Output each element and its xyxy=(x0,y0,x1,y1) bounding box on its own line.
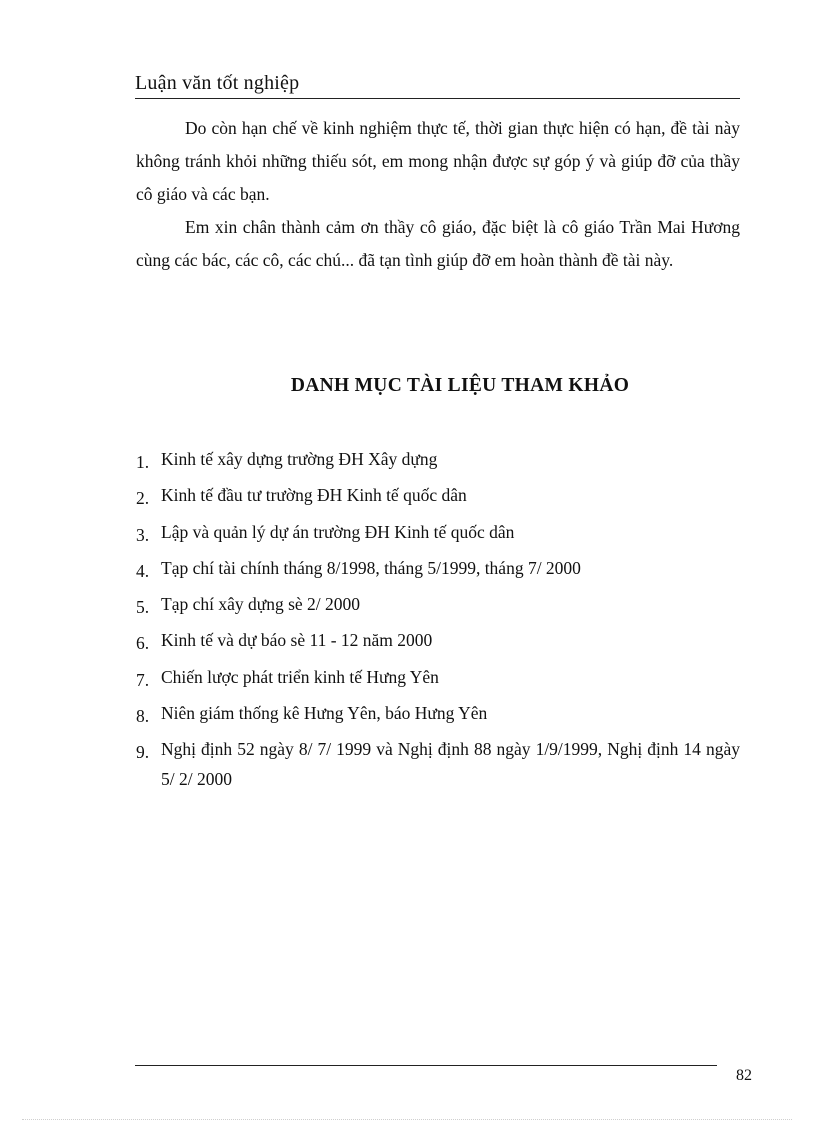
reference-item xyxy=(136,480,740,516)
reference-number: 7. xyxy=(136,669,150,690)
reference-item xyxy=(136,517,740,553)
reference-number: 8. xyxy=(136,706,150,727)
reference-item xyxy=(136,589,740,625)
reference-item xyxy=(136,625,740,661)
reference-item xyxy=(136,734,740,794)
reference-number: 4. xyxy=(136,560,150,581)
reference-number: 3. xyxy=(136,524,150,545)
reference-text: Niên giám thống kê Hưng Yên, báo Hưng Yên xyxy=(161,703,488,724)
reference-number: 2. xyxy=(136,488,150,509)
reference-number: 1. xyxy=(136,452,150,472)
reference-number: 5. xyxy=(136,597,150,618)
reference-text: Kinh tế đầu tư trường ĐH Kinh tế quốc dân xyxy=(161,485,467,506)
reference-item xyxy=(136,553,740,589)
reference-text: Kinh tế xây dựng trường ĐH Xây dựng xyxy=(161,449,438,469)
reference-number: 6. xyxy=(136,633,150,654)
reference-item xyxy=(136,662,740,698)
reference-text: Tạp chí tài chính tháng 8/1998, tháng 5/1999, tháng 7/ 2000 xyxy=(161,557,581,578)
reference-number: 9. xyxy=(136,742,150,763)
page-number: 82 xyxy=(736,1067,752,1084)
reference-text: Lập và quản lý dự án trường ĐH Kinh tế quốc dân xyxy=(161,521,515,542)
reference-text: Nghị định 52 ngày 8/ 7/ 1999 và Nghị định 88 ngày 1/9/1999, Nghị định 14 ngày 5/ 2/ 2000 xyxy=(161,739,740,790)
references-list xyxy=(136,444,740,794)
footer-divider xyxy=(135,1065,717,1066)
header-title: Luận văn tốt nghiệp xyxy=(135,72,300,94)
reference-text: Kinh tế và dự báo sè 11 - 12 năm 2000 xyxy=(161,630,433,651)
paragraph: Em xin chân thành cảm ơn thầy cô giáo, đặc biệt là cô giáo Trần Mai Hương cùng các bác, các cô, các chú... đã tạn tình giúp đỡ em hoàn thành đề tài này. xyxy=(136,217,740,270)
page-header xyxy=(135,70,740,99)
reference-item xyxy=(136,698,740,734)
body-text xyxy=(136,112,740,277)
reference-item xyxy=(136,444,740,480)
paragraph: Do còn hạn chế về kinh nghiệm thực tế, thời gian thực hiện có hạn, đề tài này không tránh khỏi những thiếu sót, em mong nhận được sự góp ý và giúp đỡ của thầy cô giáo và các bạn. xyxy=(136,118,740,204)
references-heading: DANH MỤC TÀI LIỆU THAM KHẢO xyxy=(290,375,630,396)
page-edge-divider xyxy=(22,1119,792,1120)
reference-text: Tạp chí xây dựng sè 2/ 2000 xyxy=(161,594,361,615)
reference-text: Chiến lược phát triển kinh tế Hưng Yên xyxy=(161,666,439,687)
